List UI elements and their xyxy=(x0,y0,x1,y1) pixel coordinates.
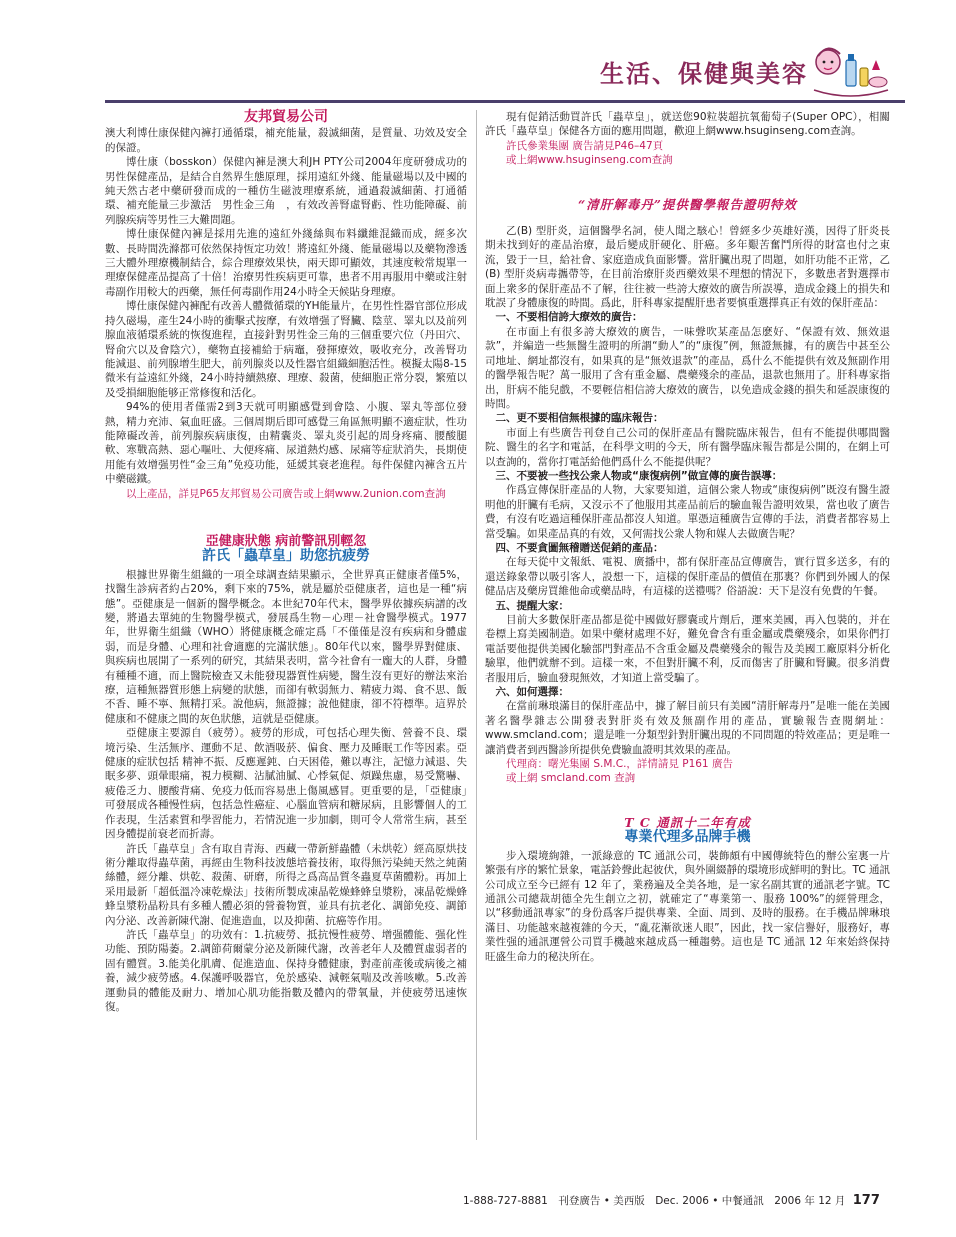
ad-title: 友邦貿易公司 xyxy=(244,109,328,125)
section-title: 生活、保健與美容 xyxy=(600,60,808,88)
ad-paragraph: 作爲宣傳保肝產品的人物，大家要知道，這個公衆人物或“康復病例”既沒有醫生證明他的肝臟有毛病，又沒示不了他服用其產品前后的驗血報告證明效果，當也收了廣告費，有沒有吃過這種保肝產品都沒人知道。單憑這種廣告宣傳的手法，消費者都容易上當受騙。如果產品真的有效，又何需找公衆人物和媒人去做廣告呢？ xyxy=(485,484,890,540)
ad-subtitle: 亞健康狀態 病前警訊別輕忽 xyxy=(205,533,367,549)
ad-paragraph: 在市面上有很多誇大療效的廣告，一味聲吹某產品怎麽好、“保證有效、無效退款”，并編造一些無醫生證明的所謂“動人”的“康復”例，無證無據，有的廣告中甚至公司地址、網址都沒有，如果真的是“無效退款”的產品，爲什么不能提供有效及無副作用的醫學報告呢？萬一服用了含有重金屬、農藥殘余的產品，退款也無用了。肝科專家指出，肝病不能兒戲，不要輕信相信誇大療效的廣告，以免造成金錢的損失和延誤康復的時間。 xyxy=(485,325,890,410)
ad-paragraph: 在當前琳琅滿目的保肝產品中，據了解目前只有美國“清肝解毒丹”是唯一能在美國著名醫學雜志公開發表對肝炎有效及無副作用的產品，實驗報告查閱網址：www.smcland.com；還是唯一分類型針對肝臟出現的不同問題的特效產品；更是唯一讓消費者到西醫診所提供免費驗血證明其效果的產品。 xyxy=(485,700,890,756)
ad-section-heading: 一、不要相信誇大療效的廣告： xyxy=(495,311,643,324)
ad-paragraph: 根據世界衛生組織的一項全球調查結果顯示，全世界真正健康者僅5%，找醫生診病者約占20%，剩下來的75%，就是屬於亞健康者，這也是一種“病態”。亞健康是一個新的醫學概念。本世紀70年代末，醫學界依據疾病譜的改變，將過去單純的生物醫學模式，發展爲生物－心理－社會醫學模式。1977年，世界衛生組織（WHO）將健康概念確定爲「不僅僅是沒有疾病和身體虛弱，而是身體、心理和社會適應的完滿狀態」。80年代以來，醫學界對健康、與疾病也展開了一系列的研究，其結果表明，當今社會有一龐大的人群，身體有種種不適，而上醫院檢查又未能發現器質性病變，醫生沒有更好的辦法來治療，這種無器質形態上病變的狀態，而卻有軟弱無力、精疲力竭、食不思、飯不香、睡不寧、無精打采。說他病，無證據；說他健康，卻不符標準。這界於健康和不健康之間的灰色狀態，這就是亞健康。 xyxy=(105,568,467,725)
ad-paragraph: 步入環境絢雜，一派綠意的 TC 通訊公司，裝飾頗有中國傳統特色的辦公室裏一片繁張有序的繁忙景象，電話鈴聲此起彼伏，與外圍綴靜的環境形成鮮明的對比。TC 通訊公司成立至今已經有 12 年了，業務遍及全美各地，是一家名副其實的通訊老字號。TC 通訊公司總裁胡德全先生創立之初，就確定了“專業第一、服務 100%”的經營理念，以“移動通訊專家”的身份爲客戶提供專業、全面、周到、及時的服務。在手機品牌琳琅滿目、功能越來越複雜的今天，“亂花漸欲迷人眼”，因此，找一家信譽好，服務好，專業性强的通訊運營公司買手機越來越成爲一種趨勢。這也是 TC 通訊 12 年來始終保持旺盛生命力的秘決所在。 xyxy=(485,849,890,963)
ad-paragraph: 94%的使用者僅需2到3天就可明顯感覺到會陰、小腹、睪丸等部位發熱，精力充沛、氣血旺盛。三個周期后即可感覺三角區無明顯不適症狀，性功能障礙改善，前列腺疾病康復，由精囊炎、睪丸炎引起的周身疼痛、腰酸腿軟、寒戰高熱、惡心嘔吐、大便疼痛、尿道熱灼感、尿痛等症狀消失，長期使用能有效增强男性“金三角”免疫功能，延緩其衰老進程。每件保健內褲含五片中藥磁鐵。 xyxy=(105,401,467,486)
ad-paragraph: 乙(B) 型肝炎，這個醫學名詞，使人聞之駭心！曾經多少英雄好漢，因得了肝炎長期未找到好的產品治療，最后變成肝硬化、肝癌。多年艱苦奮鬥所得的財富也付之東流，毀于一旦，給社會、家庭造成負面影響。當肝臟出現了問題，如肝功能不正常，乙 (B) 型肝炎病毒攜帶等，在目前治療肝炎西藥效果不理想的情況下，多數患者對選擇市面上衆多的保肝產品不了解，往往被一些誇大療效的廣告所誤導，造成金錢上的損失和耽誤了身體康復的時間。爲此，肝科專家提醒肝患者要慎重選擇真正有效的保肝產品： xyxy=(485,225,890,310)
ad-reference-link: 或上網www.hsuginseng.com查詢 xyxy=(506,154,673,167)
ad-section-heading: 二、更不要相信無根據的臨床報告： xyxy=(495,412,664,425)
ad-paragraph: 博仕康保健內褲是採用先進的遠紅外綫絲與布料纖維混織而成，經多次數、長時間洗滌都可依然保持恆定功效！將遠紅外綫、能量磁場以及藥物滲透三大體外理療機制結合，綜合理療效果快，兩天即可顯效，其速度較常規單一理療保健產品提高了十倍！治療男性疾病更可靠，患者不用再服用中藥或注射毒副作用較大的西藥，無任何毒副作用24小時全天候貼身理療。 xyxy=(105,228,467,298)
ad-cordyceps-continued xyxy=(485,110,890,168)
ad-title: “清肝解毒丹”提供醫學報告證明特效 xyxy=(578,196,797,212)
ad-paragraph: 目前大多數保肝產品都是從中國做好膠囊或片劑后，運來美國，再入包裝的，并在卷標上寫美國制造。如果中藥材處理不好，難免會含有重金屬或農藥殘余，如果你們打電話要他提供美國化驗部門對產品不含重金屬及農藥殘余的報告及美國工廠原料分析化驗單，他們就辦不到。這樣一來，不但對肝臟不利，反而傷害了肝臟和腎臟。很多消費者服用后，驗血發現無效，才知道上當受騙了。 xyxy=(485,614,890,684)
ad-reference: 代理商：曙光集團 S.M.C.，詳情請見 P161 廣告 xyxy=(506,758,733,771)
ad-reference: 以上產品，詳見P65友邦貿易公司廣告或上網www.2union.com查詢 xyxy=(126,487,446,500)
ad-paragraph: 博仕康（bosskon）保健內褲是澳大利JH PTY公司2004年度研發成功的男性保健產品，是結合自然界生態原理，採用遠紅外綫、能量磁場以及中國的純天然古老中藥研發而成的一種仿生磁波理療系統，通過殺滅細菌、打通循環、補充能量三步激活 男性金三角 ，有效改善腎虛腎虧、性功能障礙、前列腺疾病等男性三大難問題。 xyxy=(105,156,467,226)
ad-reference-link: 或上網 smcland.com 查詢 xyxy=(506,772,636,785)
column-divider xyxy=(476,110,477,1140)
footer-text: 1-888-727-8881 刊登廣告 • 美西版 Dec. 2006 • 中餐通訊 2006 年 12 月 xyxy=(463,1195,846,1207)
section-header xyxy=(560,40,890,104)
ad-union-trading xyxy=(105,110,467,501)
ad-title: 許氏「蟲草皇」助您抗疲勞 xyxy=(202,548,370,565)
ad-paragraph: 許氏「蟲草皇」的功效有：1.抗疲勞、抵抗慢性疲勞、增强體能、强化性功能、預防陽萎。2.調節荷爾蒙分泌及新陳代謝，改善老年人及體質虛弱者的固有體質。3.能美化肌膚、促進造血、保持身體健康，對產前產後或病後之補養，減少疲勞感。4.保護呼吸器官，免於感染、減輕氣喘及改善咳嗽。5.改善運動員的體能及耐力、增加心肌功能指數及體內的帶氧量，并使疲勞迅速恢復。 xyxy=(105,928,467,1013)
ad-paragraph: 市面上有些廣告刊登自己公司的保肝產品有醫院臨床報告，但有不能提供哪間醫院、醫生的名字和電話，在科學文明的今天，所有醫學臨床報告都是公開的，在網上可以查詢的，當你打電話給他們爲什么不能提供呢？ xyxy=(485,426,890,468)
ad-tc-communications xyxy=(485,816,890,964)
header-rule xyxy=(105,100,905,103)
ad-paragraph: 現有促銷活動買許氏「蟲草皇」，就送您90粒裝超抗氧葡萄子(Super OPC），相關許氏「蟲草皇」保健各方面的應用問題，歡迎上網www.hsuginseng.com查詢。 xyxy=(485,111,890,138)
page-footer xyxy=(463,1193,903,1208)
ad-paragraph: 在每天從中文報紙、電視、廣播中，都有保肝產品宣傳廣告，實行買多送多，有的還送錄象帶以吸引客人，設想一下，這樣的保肝產品的價值在那裏？你們到外國人的保健品店及藥房買維他命或藥品時，有這樣的送禮嗎？俗語說：天下是沒有免費的午餐。 xyxy=(485,556,890,598)
ad-section-heading: 四、不要貪圖無稽贈送促銷的產品： xyxy=(495,541,664,554)
page-number: 177 xyxy=(852,1193,880,1208)
cosmetics-illustration-icon xyxy=(810,40,890,104)
ad-paragraph: 許氏「蟲草皇」含有取自青海、西藏一帶新鮮蟲體（未烘乾）經高原烘技術分離取得蟲草菌，再經由生物科技波態培養技術，取得無污染純天然之純菌絲體，經分離、烘乾、殺菌、研磨，所得之爲高品質冬蟲夏草菌體粉。再加上采用最新「超低溫冷凍乾燥法」技術所製成凍晶乾燥蜂蜂皇漿粉，凍晶乾燥蜂蜂皇漿粉晶粉具有多種人體必須的營養物質，並具有抗老化、調節免疫、調節內分泌、改善新陳代謝、促進造血，以及抑菌、抗癌等作用。 xyxy=(105,842,467,927)
ad-section-heading: 五、提醒大家： xyxy=(495,599,569,612)
ad-section-heading: 三、不要被一些找公衆人物或“康復病例”做宣傳的廣告誤導： xyxy=(495,469,783,482)
ad-paragraph: 亞健康主要源自（疲勞）。疲勞的形成，可包括心理失衡、營養不良、環境污染、生活無序、運動不足、飲酒吸菸、偏食、壓力及睡眠工作等因素。亞健康的症狀包括 精神不振、反應遲鈍、白天困倦，難以專注，記憶力減退、失眠多夢、頭暈眼痛，視力模糊、沾膩油膩、心悸氣促、煩躁焦慮，易受驚嚇、疲倦乏力、腰酸背痛、免疫力低而容易患上傷風感冒。更重要的是，「亞健康」可發展成各種慢性病，包括急性癌症、心腦血管病和糖尿病，且影響個人的工作表現，生活素質和學習能力，若情況進一步加劇，則可令人常常生病，甚至因身體提前衰老而折壽。 xyxy=(105,727,467,841)
ad-reference: 許氏參業集團 廣告請見P46–47頁 xyxy=(506,139,664,152)
right-column xyxy=(485,110,890,964)
ad-cordyceps xyxy=(105,535,467,1014)
left-column xyxy=(105,110,467,1014)
ad-subtitle: T C 通訊十二年有成 xyxy=(624,814,751,830)
ad-section-heading: 六、如何選擇： xyxy=(495,686,569,699)
ad-paragraph: 澳大利博仕康保健內褲打通循環，補充能量，殺滅細菌，是質量、功效及安全的保證。 xyxy=(105,127,467,154)
ad-title: 專業代理多品牌手機 xyxy=(624,829,751,846)
ad-paragraph: 博仕康保健內褲配有改善人體微循環的YH能量片，在男性性器官部位形成持久磁場，產生24小時的衝擊式按摩，有效增强了腎臟、陰莖、睪丸以及前列腺血液循環系統的恢復進程，直接針對男性金三角的三個重要穴位（丹田穴、腎俞穴以及會陰穴），藥物直接補給于病竈，發揮療效，吸收充分，改善腎功能減退、前列腺增生肥大，前列腺炎以及性器官組織細胞活性。模擬太陽8-15微米有益遠紅外綫，24小時持續熱療、理療、殺菌，使細胞正常分裂，繁殖以及受損細胞能够正常修復和活化。 xyxy=(105,300,467,399)
ad-liver-detox xyxy=(485,198,890,786)
